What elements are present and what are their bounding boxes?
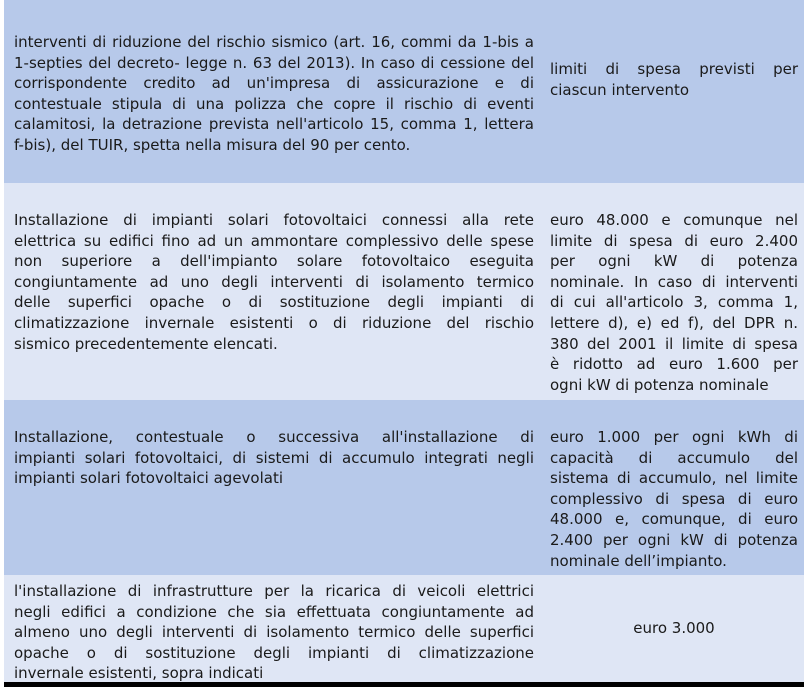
- table-row: [4, 0, 804, 183]
- spending-limit: [542, 183, 804, 400]
- description-line: non superiore a dell'impianto solare fotovoltaico eseguita: [14, 252, 534, 271]
- description-line: sismico precedentemente elencati.: [14, 334, 278, 353]
- table-row: [4, 183, 804, 400]
- limit-line: 2.400 per ogni kW di potenza: [550, 530, 798, 549]
- description-line: congiuntamente ad uno degli interventi di isolamento termico: [14, 272, 534, 291]
- limit-line: ciascun intervento: [550, 80, 690, 99]
- table-row: [4, 400, 804, 575]
- spending-limit: [542, 575, 804, 682]
- limit-line: è ridotto ad euro 1.600 per: [550, 355, 798, 374]
- intervention-description: [4, 575, 542, 682]
- description-line: impianti solari fotovoltaici agevolati: [14, 469, 284, 488]
- description-line: opache o di sostituzione degli impianti di climatizzazione: [14, 643, 534, 662]
- table-row: [4, 575, 804, 687]
- spending-limit: [542, 0, 804, 183]
- intervention-description: [4, 0, 542, 183]
- description-line: Installazione di impianti solari fotovoltaici connessi alla rete: [14, 211, 534, 229]
- limit-line: capacità di accumulo del: [550, 448, 798, 467]
- limit-line: nominale. In caso di interventi: [550, 272, 798, 291]
- description-line: calamitosi, la detrazione prevista nell'articolo 15, comma 1, lettera: [14, 115, 534, 134]
- description-line: contestuale stipula di una polizza che copre il rischio di eventi: [14, 94, 534, 113]
- limit-line: di cui all'articolo 3, comma 1,: [550, 293, 798, 312]
- limit-line: ogni kW di potenza nominale: [550, 375, 769, 394]
- limit-line: limiti di spesa previsti per: [550, 60, 798, 78]
- limit-line: lettere d), e) ed f), del DPR n.: [550, 313, 798, 332]
- limit-line: limite di spesa di euro 2.400: [550, 231, 798, 250]
- description-line: Installazione, contestuale o successiva all'installazione di: [14, 428, 534, 446]
- limit-line: euro 1.000 per ogni kWh di: [550, 428, 798, 446]
- description-line: elettrica su edifici fino ad un ammontare complessivo delle spese: [14, 231, 534, 250]
- description-line: delle superfici opache o di sostituzione degli impianti di: [14, 293, 534, 312]
- limit-line: 48.000 e, comunque, di euro: [550, 510, 798, 529]
- limit-line: 380 del 2001 il limite di spesa: [550, 334, 798, 353]
- limit-line: sistema di accumulo, nel limite: [550, 469, 798, 488]
- limit-line: euro 3.000: [633, 619, 715, 638]
- description-line: corrispondente credito ad un'impresa di assicurazione e di: [14, 74, 534, 93]
- description-line: almeno uno degli interventi di isolamento termico delle superfici: [14, 623, 534, 642]
- description-line: 1-septies del decreto- legge n. 63 del 2013). In caso di cessione del: [14, 53, 534, 72]
- spending-limit: [542, 400, 804, 575]
- limit-line: nominale dell’impianto.: [550, 551, 727, 570]
- intervention-description: [4, 183, 542, 400]
- description-line: interventi di riduzione del rischio sismico (art. 16, commi da 1-bis a: [14, 33, 534, 51]
- limit-line: complessivo di spesa di euro: [550, 489, 798, 508]
- limit-line: per ogni kW di potenza: [550, 252, 798, 271]
- description-line: impianti solari fotovoltaici, di sistemi di accumulo integrati negli: [14, 448, 534, 467]
- description-line: negli edifici a condizione che sia effettuata congiuntamente ad: [14, 602, 534, 621]
- intervention-description: [4, 400, 542, 575]
- description-line: invernale esistenti, sopra indicati: [14, 664, 264, 683]
- description-line: l'installazione di infrastrutture per la ricarica di veicoli elettrici: [14, 582, 534, 600]
- limit-line: euro 48.000 e comunque nel: [550, 211, 798, 229]
- incentives-table: [4, 0, 804, 687]
- description-line: f-bis), del TUIR, spetta nella misura del 90 per cento.: [14, 135, 411, 154]
- description-line: climatizzazione invernale esistenti o di riduzione del rischio: [14, 313, 534, 332]
